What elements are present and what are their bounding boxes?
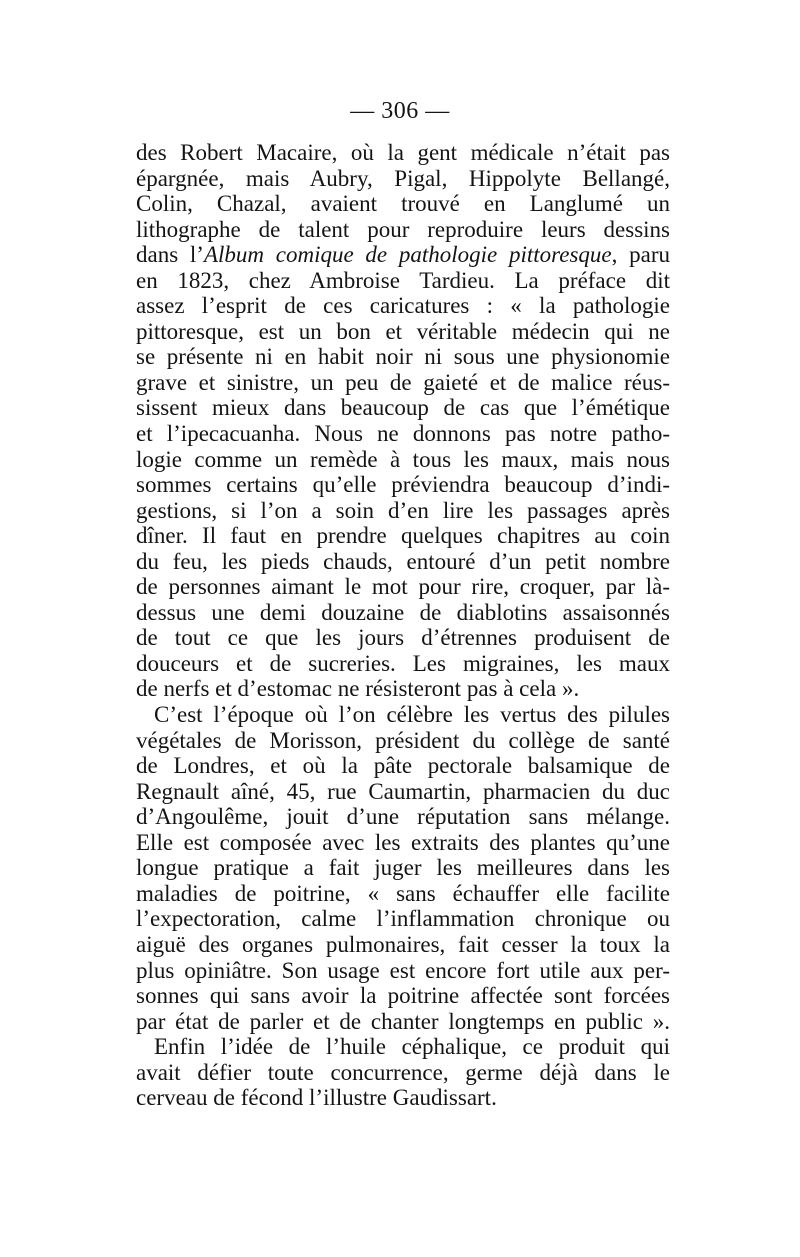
paragraph-2 [136, 702, 670, 1034]
text-line: Enfin l’idée de l’huile céphalique, ce produit qui [154, 1034, 670, 1060]
text-line: par état de parler et de chanter longtemps en public ». [136, 1008, 670, 1034]
body-text [136, 140, 670, 1111]
text-line: avait défier toute concurrence, germe déjà dans le [136, 1059, 670, 1085]
text-line: Colin, Chazal, avaient trouvé en Langlumé un [136, 191, 670, 217]
text-line: et l’ipecacuanha. Nous ne donnons pas notre patho- [136, 421, 670, 447]
line-suffix: , paru [611, 242, 670, 268]
text-line: sonnes qui sans avoir la poitrine affectée sont forcées [136, 983, 670, 1009]
text-line: dessus une demi douzaine de diablotins assaisonnés [136, 599, 670, 625]
text-line: assez l’esprit de ces caricatures : « la pathologie [136, 293, 670, 319]
text-line: Regnault aîné, 45, rue Caumartin, pharmacien du duc [136, 778, 670, 804]
text-line [136, 242, 670, 268]
text-line: cerveau de fécond l’illustre Gaudissart. [136, 1085, 497, 1111]
text-line: des Robert Macaire, où la gent médicale n’était pas [136, 140, 670, 165]
text-line: se présente ni en habit noir ni sous une physionomie [136, 344, 670, 370]
text-line: logie comme un remède à tous les maux, mais nous [136, 446, 670, 472]
text-line: longue pratique a fait juger les meilleures dans les [136, 855, 670, 881]
text-line: pittoresque, est un bon et véritable médecin qui ne [136, 318, 670, 344]
text-line: maladies de poitrine, « sans échauffer elle facilite [136, 880, 670, 906]
text-line: l’expectoration, calme l’inflammation chronique ou [136, 906, 670, 932]
text-line: sommes certains qu’elle préviendra beaucoup d’indi- [136, 472, 670, 498]
text-line: végétales de Morisson, président du collège de santé [136, 727, 670, 753]
text-line: plus opiniâtre. Son usage est encore fort utile aux per- [136, 957, 670, 983]
text-line: de nerfs et d’estomac ne résisteront pas à cela ». [136, 676, 580, 702]
text-line: de personnes aimant le mot pour rire, croquer, par là- [136, 574, 670, 600]
paragraph-3 [136, 1034, 670, 1111]
text-line: Elle est composée avec les extraits des plantes qu’une [136, 829, 670, 855]
text-line: lithographe de talent pour reproduire leurs dessins [136, 216, 670, 242]
text-line: dîner. Il faut en prendre quelques chapitres au coin [136, 523, 670, 549]
text-line: de tout ce que les jours d’étrennes produisent de [136, 625, 670, 651]
text-line: du feu, les pieds chauds, entouré d’un petit nombre [136, 548, 670, 574]
text-line: épargnée, mais Aubry, Pigal, Hippolyte Bellangé, [136, 165, 670, 191]
line-prefix: dans l’ [136, 242, 204, 268]
text-line: en 1823, chez Ambroise Tardieu. La préface dit [136, 267, 670, 293]
page-number: — 306 — [350, 98, 450, 124]
text-line: douceurs et de sucreries. Les migraines, les maux [136, 650, 670, 676]
text-line: d’Angoulême, jouit d’une réputation sans mélange. [136, 804, 670, 830]
text-line: sissent mieux dans beaucoup de cas que l’émétique [136, 395, 670, 421]
text-line: de Londres, et où la pâte pectorale balsamique de [136, 753, 670, 779]
paragraph-1 [136, 140, 670, 702]
text-line: C’est l’époque où l’on célèbre les vertus des pilules [154, 702, 670, 728]
text-line: aiguë des organes pulmonaires, fait cesser la toux la [136, 931, 670, 957]
album-title-italic: Album comique de pathologie pittoresque [203, 242, 612, 268]
text-line: grave et sinistre, un peu de gaieté et de malice réus- [136, 369, 670, 395]
text-line: gestions, si l’on a soin d’en lire les passages après [136, 497, 670, 523]
